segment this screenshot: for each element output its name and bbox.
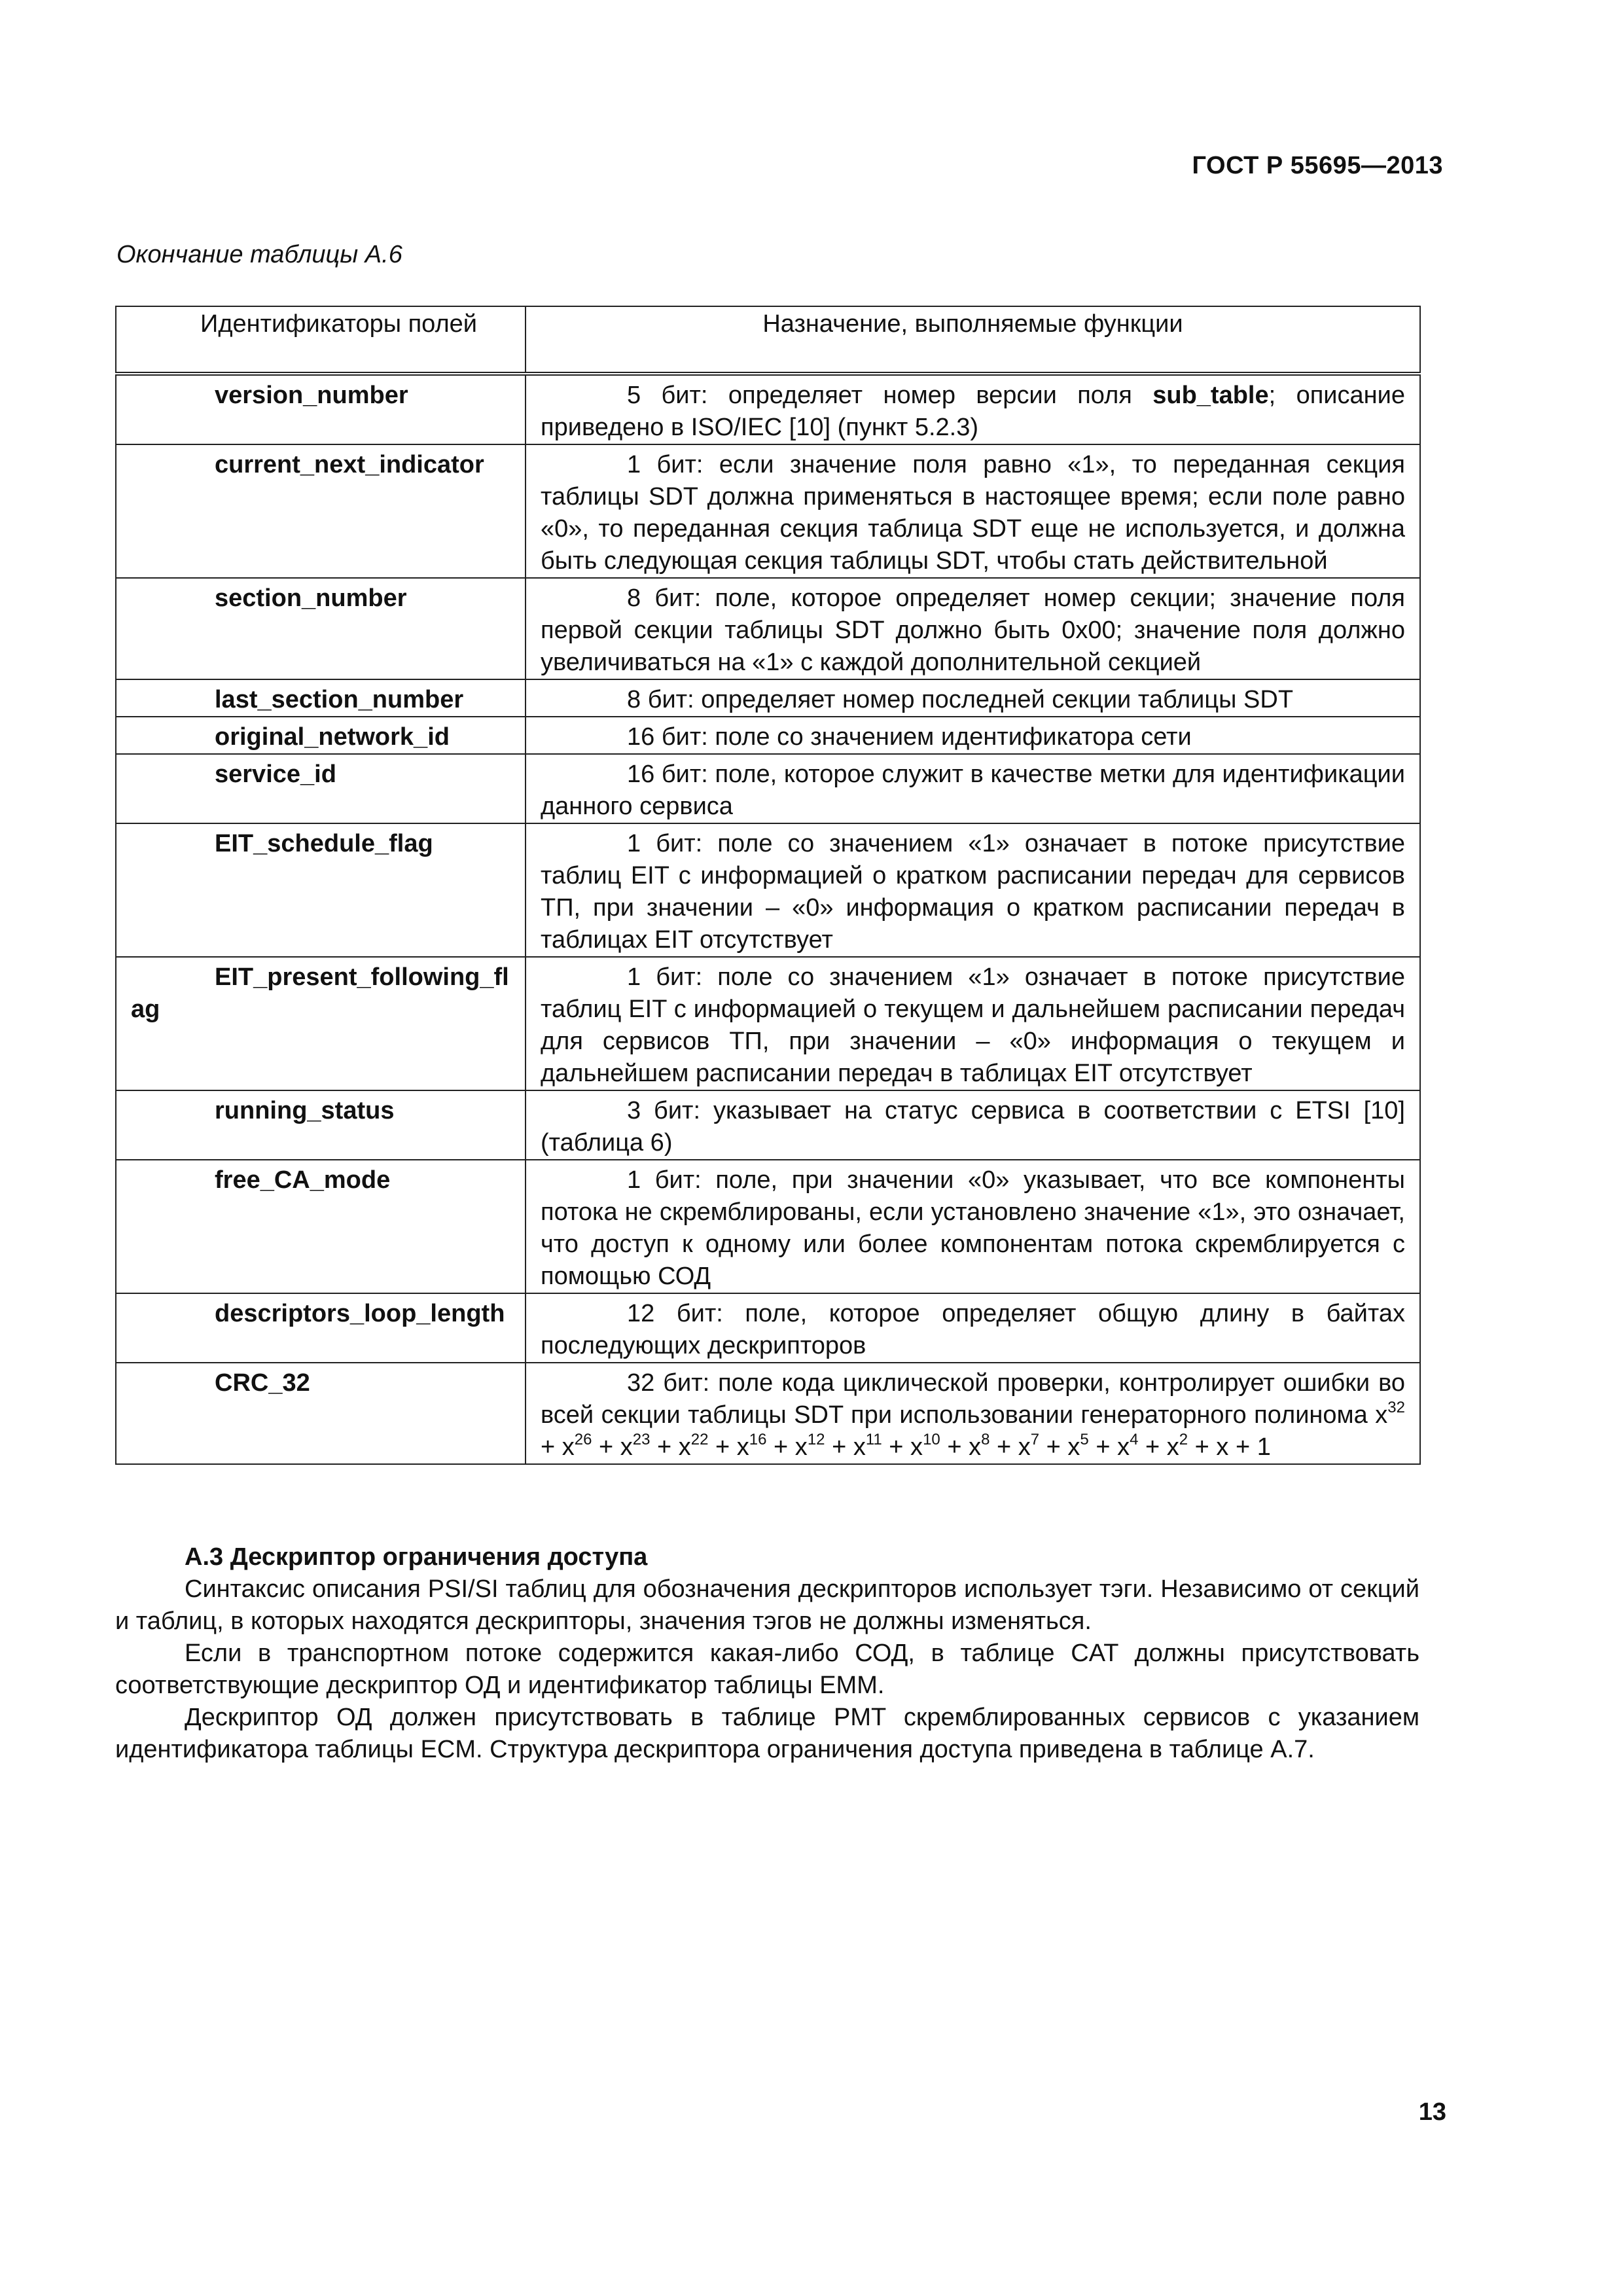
field-description: 8 бит: определяет номер последней секции таблицы SDT [526, 679, 1420, 717]
paragraph: Если в транспортном потоке содержится какая-либо СОД, в таблице CAT должны присутствовать соответствующие дескриптор ОД и идентификатор таблицы EMM. [115, 1640, 1419, 1699]
table-row [116, 754, 1420, 823]
field-id: original_network_id [116, 717, 526, 754]
table-header-row [116, 306, 1420, 374]
section-heading: А.3 Дескриптор ограничения доступа [185, 1543, 648, 1571]
field-id: descriptors_loop_length [116, 1293, 526, 1363]
field-description: 8 бит: поле, которое определяет номер секции; значение поля первой секции таблицы SDT должно быть 0x00; значение поля должно увеличиваться на «1» с каждой дополнительной секцией [526, 578, 1420, 679]
field-description: 16 бит: поле, которое служит в качестве метки для идентификации данного сервиса [526, 754, 1420, 823]
field-reference: sub_table [1152, 382, 1269, 409]
table-row [116, 1363, 1420, 1464]
field-id: last_section_number [116, 679, 526, 717]
table-row [116, 957, 1420, 1090]
field-id: current_next_indicator [116, 444, 526, 578]
field-description: 5 бит: определяет номер версии поля sub_table; описание приведено в ISO/IEC [10] (пункт 5.2.3) [526, 374, 1420, 444]
field-description: 3 бит: указывает на статус сервиса в соответствии с ETSI [10] (таблица 6) [526, 1090, 1420, 1160]
table-row [116, 444, 1420, 578]
fields-table [115, 306, 1421, 1465]
field-description: 1 бит: если значение поля равно «1», то переданная секция таблицы SDT должна применяться в настоящее время; если поле равно «0», то переданная секция таблица SDT еще не используется, и должна быть следующая секция таблицы SDT, чтобы стать действительной [526, 444, 1420, 578]
table-row [116, 1160, 1420, 1293]
field-description: 1 бит: поле со значением «1» означает в потоке присутствие таблиц EIT с информацией о кратком расписании передач для сервисов ТП, при значении – «0» информация о кратком расписании передач в таблицах EIT отсутствует [526, 823, 1420, 957]
field-id: EIT_present_following_flag [116, 957, 526, 1090]
table-row [116, 717, 1420, 754]
field-description: 1 бит: поле, при значении «0» указывает, что все компоненты потока не скремблированы, если установлено значение «1», это означает, что доступ к одному или более компонентам потока скремблируется с помощью СОД [526, 1160, 1420, 1293]
field-id: free_CA_mode [116, 1160, 526, 1293]
table-row [116, 823, 1420, 957]
section-a3 [115, 1541, 1419, 1766]
table-row [116, 1293, 1420, 1363]
field-id: version_number [116, 374, 526, 444]
table-row [116, 374, 1420, 444]
table-row [116, 679, 1420, 717]
field-id: EIT_schedule_flag [116, 823, 526, 957]
field-id: service_id [116, 754, 526, 823]
column-header-fields: Идентификаторы полей [116, 306, 526, 374]
crc-polynomial-description: 32 бит: поле кода циклической проверки, контролирует ошибки во всей секции таблицы SDT при использовании генераторного полинома $x^{32} + x^{26} + x^{23} + x^{22} + x^{16} + x^{12} + x^{11} + x^{10} + x^8 + x^7 + x^5 + x^4 + x^2 + x + 1$ [526, 1363, 1420, 1464]
paragraph: Синтаксис описания PSI/SI таблиц для обозначения дескрипторов использует тэги. Независимо от секций и таблиц, в которых находятся дескрипторы, значения тэгов не должны изменяться. [115, 1575, 1419, 1635]
table-row [116, 1090, 1420, 1160]
field-id: CRC_32 [116, 1363, 526, 1464]
field-description: 12 бит: поле, которое определяет общую длину в байтах последующих дескрипторов [526, 1293, 1420, 1363]
paragraph: Дескриптор ОД должен присутствовать в таблице PMT скремблированных сервисов с указанием идентификатора таблицы ECM. Структура дескриптора ограничения доступа приведена в таблице А.7. [115, 1704, 1419, 1763]
field-id: running_status [116, 1090, 526, 1160]
page-number: 13 [1418, 2098, 1446, 2126]
field-description: 1 бит: поле со значением «1» означает в потоке присутствие таблиц EIT с информацией о текущем и дальнейшем расписании передач для сервисов ТП, при значении – «0» информация о текущем и дальнейшем расписании передач в таблицах EIT отсутствует [526, 957, 1420, 1090]
field-id: section_number [116, 578, 526, 679]
column-header-purpose: Назначение, выполняемые функции [526, 306, 1420, 374]
table-caption: Окончание таблицы А.6 [116, 241, 402, 268]
field-description: 16 бит: поле со значением идентификатора сети [526, 717, 1420, 754]
table-row [116, 578, 1420, 679]
standard-code: ГОСТ Р 55695—2013 [1192, 152, 1443, 179]
